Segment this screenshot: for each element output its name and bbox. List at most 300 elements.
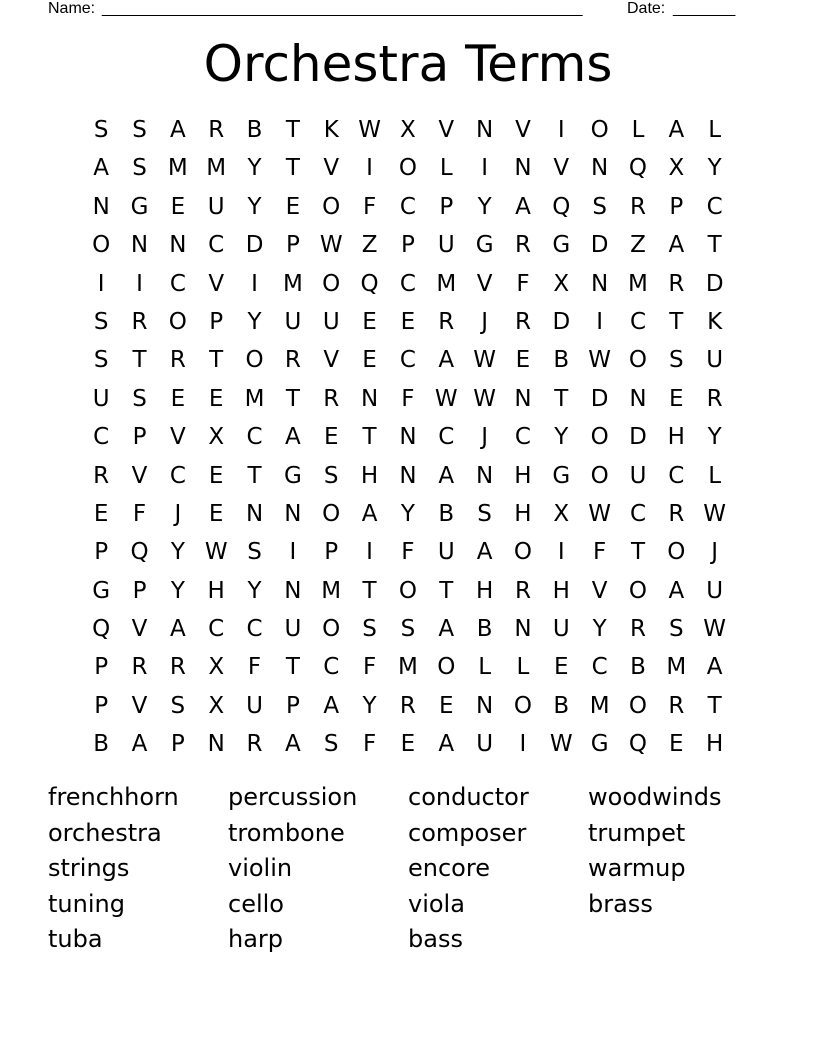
grid-letter[interactable]: U <box>207 193 225 220</box>
grid-letter[interactable]: F <box>362 654 377 681</box>
grid-letter[interactable]: N <box>360 385 379 412</box>
grid-letter[interactable]: L <box>708 462 722 489</box>
grid-letter[interactable]: V <box>169 424 186 451</box>
grid-letter[interactable]: W <box>434 385 458 412</box>
grid-letter[interactable]: D <box>552 308 571 335</box>
grid-letter[interactable]: R <box>208 117 225 143</box>
grid-letter[interactable]: P <box>170 731 185 758</box>
grid-letter[interactable]: Y <box>477 193 492 220</box>
grid-letter[interactable]: E <box>208 462 224 489</box>
grid-letter[interactable]: M <box>666 654 687 681</box>
grid-letter[interactable]: T <box>132 347 147 374</box>
grid-letter[interactable]: S <box>132 117 147 143</box>
grid-letter[interactable]: O <box>92 232 111 259</box>
grid-letter[interactable]: A <box>668 577 685 604</box>
grid-letter[interactable]: N <box>284 577 302 604</box>
grid-letter[interactable]: J <box>711 539 719 566</box>
grid-letter[interactable]: H <box>514 500 532 527</box>
grid-letter[interactable]: B <box>438 500 455 527</box>
grid-letter[interactable]: Q <box>628 155 648 182</box>
grid-letter[interactable]: A <box>93 155 110 182</box>
grid-row <box>82 303 734 341</box>
grid-letter[interactable]: D <box>629 424 647 451</box>
grid-letter[interactable]: E <box>170 193 186 220</box>
grid-letter[interactable]: E <box>669 385 684 412</box>
grid-letter[interactable]: P <box>209 308 224 335</box>
grid-letter[interactable]: A <box>438 347 455 374</box>
grid-letter[interactable]: R <box>169 654 186 681</box>
grid-letter[interactable]: X <box>668 155 685 182</box>
grid-letter[interactable]: C <box>323 654 340 681</box>
grid-letter[interactable]: F <box>247 654 262 681</box>
grid-letter[interactable]: I <box>557 117 565 143</box>
grid-letter[interactable]: N <box>476 462 494 489</box>
grid-letter[interactable]: H <box>667 424 685 451</box>
word-list-item: cello <box>228 889 284 918</box>
grid-letter[interactable]: N <box>92 193 110 220</box>
grid-letter[interactable]: O <box>628 347 648 374</box>
grid-letter[interactable]: L <box>439 155 453 182</box>
grid-letter[interactable]: Y <box>400 500 415 527</box>
grid-letter[interactable]: N <box>130 232 149 259</box>
grid-letter[interactable]: R <box>323 385 340 412</box>
grid-letter[interactable]: W <box>204 539 228 566</box>
grid-letter[interactable]: V <box>208 270 225 297</box>
grid-letter[interactable]: N <box>245 500 264 527</box>
grid-letter[interactable]: T <box>362 577 377 604</box>
grid-letter[interactable]: R <box>399 692 416 719</box>
grid-letter[interactable]: K <box>323 117 339 143</box>
grid-letter[interactable]: G <box>552 232 571 259</box>
grid-letter[interactable]: M <box>244 385 265 412</box>
grid-letter[interactable]: N <box>591 270 609 297</box>
grid-letter[interactable]: L <box>631 117 645 143</box>
grid-letter[interactable]: P <box>324 539 339 566</box>
grid-letter[interactable]: A <box>323 692 340 719</box>
grid-letter[interactable]: V <box>515 117 531 143</box>
grid-letter[interactable]: M <box>282 270 303 297</box>
grid-letter[interactable]: H <box>552 577 570 604</box>
grid-letter[interactable]: T <box>285 654 300 681</box>
grid-letter[interactable]: D <box>245 232 264 259</box>
grid-letter[interactable]: A <box>438 462 455 489</box>
grid-letter[interactable]: R <box>246 731 263 758</box>
grid-letter[interactable]: J <box>481 424 488 451</box>
grid-letter[interactable]: S <box>400 616 416 643</box>
grid-letter[interactable]: O <box>590 462 609 489</box>
grid-letter[interactable]: Y <box>707 155 722 182</box>
grid-letter[interactable]: D <box>590 385 609 412</box>
grid-letter[interactable]: S <box>247 539 262 566</box>
grid-letter[interactable]: U <box>706 577 724 604</box>
grid-letter[interactable]: O <box>322 270 341 297</box>
grid-letter[interactable]: K <box>707 308 723 335</box>
grid-letter[interactable]: H <box>706 731 724 758</box>
grid-letter[interactable]: P <box>669 193 684 220</box>
grid-letter[interactable]: U <box>92 385 110 412</box>
grid-letter[interactable]: S <box>592 193 607 220</box>
grid-letter[interactable]: C <box>629 308 647 335</box>
grid-letter[interactable]: U <box>284 616 302 643</box>
grid-letter[interactable]: E <box>554 654 569 681</box>
grid-letter[interactable]: B <box>553 692 570 719</box>
grid-letter[interactable]: U <box>552 616 570 643</box>
grid-letter[interactable]: C <box>399 270 416 297</box>
grid-letter[interactable]: P <box>94 539 109 566</box>
grid-letter[interactable]: P <box>285 692 300 719</box>
grid-letter[interactable]: Q <box>552 193 571 220</box>
grid-letter[interactable]: M <box>589 692 610 719</box>
grid-letter[interactable]: N <box>591 155 609 182</box>
grid-letter[interactable]: W <box>588 347 612 374</box>
grid-letter[interactable]: V <box>323 347 340 374</box>
grid-letter[interactable]: O <box>398 155 417 182</box>
grid-letter[interactable]: Y <box>170 539 185 566</box>
grid-letter[interactable]: T <box>209 347 224 374</box>
word-list-item: strings <box>48 854 130 882</box>
grid-letter[interactable]: T <box>707 692 722 719</box>
name-blank-line[interactable]: ______________________________________________________ <box>102 0 583 17</box>
grid-letter[interactable]: E <box>362 347 377 374</box>
grid-letter[interactable]: A <box>476 539 493 566</box>
grid-letter[interactable]: Y <box>707 424 722 451</box>
grid-letter[interactable]: X <box>208 654 225 681</box>
grid-letter[interactable]: S <box>93 308 109 335</box>
grid-letter[interactable]: M <box>397 654 418 681</box>
grid-letter[interactable]: A <box>285 731 301 758</box>
grid-letter[interactable]: B <box>553 347 570 374</box>
grid-letter[interactable]: J <box>174 500 182 527</box>
grid-letter[interactable]: Z <box>630 232 646 259</box>
grid-letter[interactable]: L <box>708 117 722 143</box>
grid-letter[interactable]: I <box>136 270 143 297</box>
grid-letter[interactable]: T <box>285 385 300 412</box>
grid-letter[interactable]: R <box>629 616 646 643</box>
grid-letter[interactable]: C <box>591 654 608 681</box>
grid-letter[interactable]: P <box>285 232 300 259</box>
grid-letter[interactable]: C <box>246 424 263 451</box>
grid-letter[interactable]: O <box>513 539 532 566</box>
grid-letter[interactable]: R <box>514 577 531 604</box>
grid-letter[interactable]: G <box>130 193 149 220</box>
grid-letter[interactable]: O <box>322 193 341 220</box>
grid-letter[interactable]: S <box>170 692 186 719</box>
grid-letter[interactable]: D <box>705 270 724 297</box>
grid-letter[interactable]: W <box>473 347 496 374</box>
grid-letter[interactable]: I <box>366 155 373 182</box>
grid-letter[interactable]: L <box>478 654 492 681</box>
grid-letter[interactable]: O <box>437 654 456 681</box>
grid-letter[interactable]: C <box>668 462 685 489</box>
grid-letter[interactable]: R <box>284 347 301 374</box>
grid-letter[interactable]: B <box>476 616 493 643</box>
grid-letter[interactable]: Q <box>360 270 379 297</box>
grid-letter[interactable]: A <box>706 654 723 681</box>
grid-letter[interactable]: S <box>323 462 339 489</box>
grid-letter[interactable]: R <box>668 500 685 527</box>
grid-letter[interactable]: E <box>400 731 416 758</box>
grid-letter[interactable]: Q <box>92 616 111 643</box>
grid-letter[interactable]: U <box>476 731 494 758</box>
grid-letter[interactable]: H <box>360 462 379 489</box>
grid-letter[interactable]: N <box>514 616 532 643</box>
grid-letter[interactable]: U <box>284 308 302 335</box>
grid-letter[interactable]: C <box>399 193 416 220</box>
grid-letter[interactable]: N <box>399 462 417 489</box>
grid-letter[interactable]: C <box>169 270 186 297</box>
grid-letter[interactable]: J <box>481 308 488 335</box>
grid-letter[interactable]: E <box>208 500 224 527</box>
grid-letter[interactable]: F <box>593 539 607 566</box>
grid-letter[interactable]: Y <box>592 616 607 643</box>
grid-letter[interactable]: H <box>514 462 532 489</box>
grid-letter[interactable]: R <box>169 347 186 374</box>
grid-letter[interactable]: I <box>596 308 604 335</box>
grid-letter[interactable]: C <box>629 500 647 527</box>
grid-letter[interactable]: D <box>590 232 609 259</box>
grid-letter[interactable]: W <box>549 731 573 758</box>
grid-letter[interactable]: I <box>289 539 297 566</box>
grid-letter[interactable]: O <box>628 577 648 604</box>
grid-letter[interactable]: G <box>92 577 111 604</box>
grid-letter[interactable]: P <box>94 692 109 719</box>
grid-letter[interactable]: B <box>246 117 263 143</box>
grid-letter[interactable]: P <box>439 193 454 220</box>
grid-letter[interactable]: E <box>93 500 109 527</box>
grid-letter[interactable]: V <box>591 577 608 604</box>
grid-letter[interactable]: C <box>208 232 225 259</box>
grid-letter[interactable]: S <box>132 155 147 182</box>
grid-letter[interactable]: X <box>553 270 570 297</box>
grid-letter[interactable]: V <box>131 692 148 719</box>
grid-letter[interactable]: U <box>437 232 455 259</box>
grid-letter[interactable]: I <box>557 539 565 566</box>
grid-letter[interactable]: E <box>285 193 301 220</box>
grid-letter[interactable]: Q <box>628 731 648 758</box>
word-list-item: composer <box>408 818 527 847</box>
grid-letter[interactable]: Y <box>362 692 377 719</box>
grid-letter[interactable]: U <box>706 347 724 374</box>
grid-letter[interactable]: S <box>93 347 109 374</box>
grid-letter[interactable]: R <box>131 654 148 681</box>
grid-letter[interactable]: H <box>207 577 225 604</box>
grid-letter[interactable]: C <box>514 424 531 451</box>
grid-letter[interactable]: A <box>131 731 148 758</box>
grid-letter[interactable]: S <box>362 616 377 643</box>
grid-letter[interactable]: F <box>516 270 530 297</box>
grid-letter[interactable]: N <box>514 385 532 412</box>
grid-letter[interactable]: V <box>131 462 148 489</box>
grid-letter[interactable]: X <box>553 500 570 527</box>
grid-letter[interactable]: I <box>519 731 527 758</box>
grid-letter[interactable]: M <box>321 577 342 604</box>
grid-letter[interactable]: X <box>208 424 225 451</box>
grid-letter[interactable]: S <box>669 347 684 374</box>
grid-letter[interactable]: W <box>703 616 727 643</box>
grid-letter[interactable]: O <box>168 308 187 335</box>
grid-letter[interactable]: N <box>476 117 494 143</box>
grid-letter[interactable]: O <box>513 692 532 719</box>
grid-letter[interactable]: P <box>400 232 415 259</box>
grid-letter[interactable]: W <box>703 500 727 527</box>
grid-letter[interactable]: A <box>285 424 301 451</box>
grid-letter[interactable]: T <box>247 462 262 489</box>
grid-letter[interactable]: E <box>323 424 339 451</box>
grid-letter[interactable]: U <box>629 462 647 489</box>
grid-letter[interactable]: F <box>362 193 377 220</box>
grid-letter[interactable]: Q <box>130 539 149 566</box>
grid-letter[interactable]: C <box>246 616 263 643</box>
grid-letter[interactable]: L <box>516 654 530 681</box>
grid-letter[interactable]: E <box>362 308 377 335</box>
grid-letter[interactable]: T <box>439 577 454 604</box>
grid-letter[interactable]: W <box>473 385 496 412</box>
grid-letter[interactable]: E <box>208 385 224 412</box>
grid-letter[interactable]: G <box>552 462 571 489</box>
word-list-item: warmup <box>588 854 686 882</box>
grid-letter[interactable]: B <box>93 731 110 758</box>
grid-letter[interactable]: F <box>401 385 415 412</box>
grid-letter[interactable]: F <box>401 539 415 566</box>
grid-letter[interactable]: N <box>399 424 417 451</box>
grid-letter[interactable]: E <box>438 692 454 719</box>
grid-letter[interactable]: N <box>169 232 187 259</box>
grid-letter[interactable]: Y <box>247 193 262 220</box>
grid-letter[interactable]: R <box>514 232 531 259</box>
grid-letter[interactable]: B <box>630 654 646 681</box>
grid-letter[interactable]: R <box>668 270 685 297</box>
grid-letter[interactable]: S <box>93 117 109 143</box>
grid-letter[interactable]: C <box>208 616 225 643</box>
grid-letter[interactable]: V <box>131 616 148 643</box>
grid-letter[interactable]: E <box>400 308 416 335</box>
grid-letter[interactable]: W <box>588 500 612 527</box>
grid-letter[interactable]: A <box>361 500 378 527</box>
grid-letter[interactable]: U <box>437 539 455 566</box>
grid-letter[interactable]: E <box>170 385 186 412</box>
grid-letter[interactable]: X <box>400 117 416 143</box>
grid-letter[interactable]: M <box>628 270 648 297</box>
grid-letter[interactable]: A <box>438 616 455 643</box>
grid-letter[interactable]: A <box>169 117 186 143</box>
grid-letter[interactable]: R <box>629 193 646 220</box>
grid-letter[interactable]: Y <box>554 424 569 451</box>
grid-letter[interactable]: S <box>669 616 684 643</box>
grid-letter[interactable]: Z <box>361 232 378 259</box>
grid-letter[interactable]: E <box>669 731 684 758</box>
grid-letter[interactable]: R <box>438 308 455 335</box>
grid-letter[interactable]: O <box>398 577 417 604</box>
grid-letter[interactable]: A <box>438 731 455 758</box>
grid-letter[interactable]: O <box>590 424 609 451</box>
grid-letter[interactable]: O <box>590 117 609 143</box>
grid-letter[interactable]: I <box>481 155 488 182</box>
word-list-item: tuning <box>48 889 125 918</box>
grid-letter[interactable]: O <box>322 500 341 527</box>
grid-letter[interactable]: R <box>668 692 685 719</box>
grid-letter[interactable]: G <box>590 731 609 758</box>
grid-letter[interactable]: N <box>514 155 532 182</box>
grid-letter[interactable]: V <box>438 117 455 143</box>
grid-letter[interactable]: I <box>366 539 373 566</box>
grid-letter[interactable]: V <box>553 155 570 182</box>
grid-letter[interactable]: U <box>246 692 263 719</box>
grid-letter[interactable]: I <box>97 270 105 297</box>
grid-letter[interactable]: V <box>323 155 340 182</box>
grid-letter[interactable]: I <box>251 270 258 297</box>
grid-letter[interactable]: A <box>515 193 531 220</box>
grid-letter[interactable]: R <box>514 308 531 335</box>
grid-letter[interactable]: T <box>707 232 722 259</box>
grid-letter[interactable]: O <box>245 347 264 374</box>
grid-letter[interactable]: F <box>132 500 147 527</box>
grid-letter[interactable]: E <box>515 347 531 374</box>
grid-letter[interactable]: W <box>358 117 381 143</box>
grid-letter[interactable]: Y <box>247 308 262 335</box>
grid-letter[interactable]: N <box>207 731 225 758</box>
grid-letter[interactable]: U <box>322 308 340 335</box>
grid-letter[interactable]: S <box>323 731 339 758</box>
grid-letter[interactable]: S <box>477 500 492 527</box>
grid-letter[interactable]: H <box>475 577 494 604</box>
grid-letter[interactable]: C <box>438 424 455 451</box>
grid-letter[interactable]: Y <box>170 577 185 604</box>
grid-letter[interactable]: S <box>132 385 147 412</box>
grid-letter[interactable]: M <box>167 155 188 182</box>
grid-letter[interactable]: Y <box>247 155 262 182</box>
grid-letter[interactable]: A <box>668 117 685 143</box>
grid-letter[interactable]: F <box>362 731 377 758</box>
grid-letter[interactable]: O <box>322 616 341 643</box>
grid-letter[interactable]: A <box>668 232 685 259</box>
word-search-grid[interactable] <box>82 111 734 764</box>
grid-letter[interactable]: T <box>669 308 684 335</box>
grid-letter[interactable]: N <box>476 692 494 719</box>
grid-letter[interactable]: T <box>362 424 377 451</box>
grid-letter[interactable]: O <box>667 539 686 566</box>
grid-letter[interactable]: Y <box>247 577 262 604</box>
grid-row <box>82 572 734 610</box>
grid-letter[interactable]: T <box>285 155 300 182</box>
grid-letter[interactable]: C <box>169 462 186 489</box>
grid-letter[interactable]: N <box>629 385 647 412</box>
grid-letter[interactable]: C <box>706 193 723 220</box>
grid-letter[interactable]: P <box>94 654 109 681</box>
grid-row <box>82 648 734 686</box>
grid-letter[interactable]: G <box>475 232 494 259</box>
grid-letter[interactable]: M <box>436 270 457 297</box>
grid-letter[interactable]: C <box>399 347 416 374</box>
grid-letter[interactable]: V <box>476 270 493 297</box>
grid-letter[interactable]: R <box>706 385 723 412</box>
grid-letter[interactable]: P <box>132 577 147 604</box>
grid-letter[interactable]: T <box>285 117 300 143</box>
grid-letter[interactable]: G <box>283 462 302 489</box>
grid-letter[interactable]: O <box>628 692 648 719</box>
grid-letter[interactable]: C <box>93 424 110 451</box>
grid-letter[interactable]: M <box>206 155 227 182</box>
grid-letter[interactable]: N <box>284 500 302 527</box>
grid-letter[interactable]: R <box>131 308 148 335</box>
grid-letter[interactable]: R <box>93 462 110 489</box>
date-blank-line[interactable]: _______ <box>673 0 736 17</box>
grid-letter[interactable]: A <box>169 616 186 643</box>
grid-letter[interactable]: W <box>319 232 343 259</box>
grid-letter[interactable]: T <box>630 539 646 566</box>
grid-letter[interactable]: P <box>132 424 147 451</box>
grid-letter[interactable]: T <box>554 385 569 412</box>
grid-letter[interactable]: X <box>208 692 225 719</box>
